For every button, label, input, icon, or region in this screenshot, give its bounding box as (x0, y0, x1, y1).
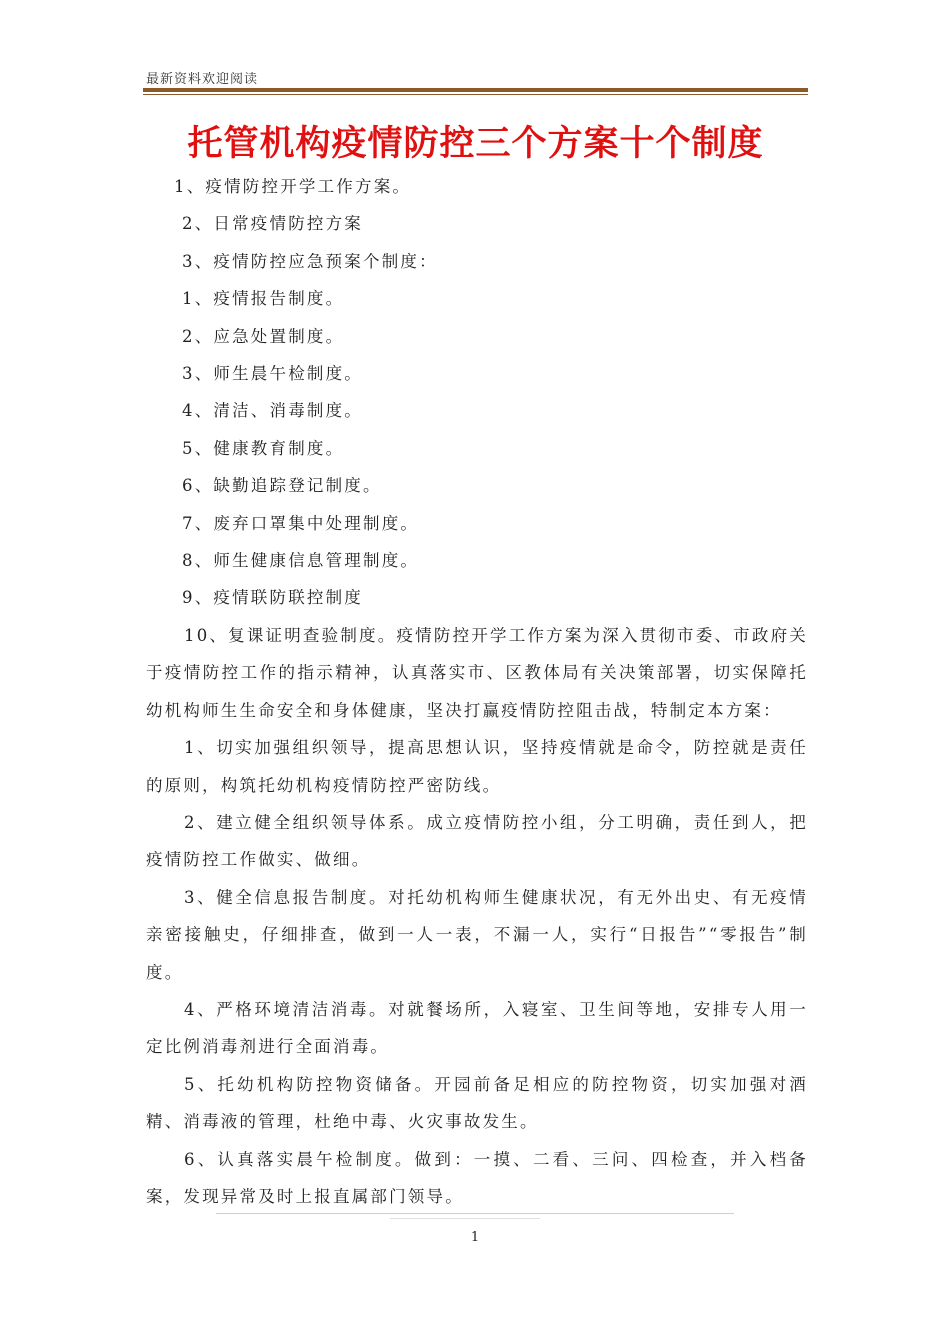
list-item: 1、疫情防控开学工作方案。 (174, 177, 412, 196)
header-rule-thin (143, 94, 808, 95)
body-paragraph: 5、托幼机构防控物资储备。开园前备足相应的防控物资，切实加强对酒精、消毒液的管理，杜绝中毒、火灾事故发生。 (146, 1074, 808, 1132)
list-item: 3、疫情防控应急预案个制度： (182, 251, 438, 271)
list-item: 1、疫情报告制度。 (182, 289, 345, 309)
footer-rule (216, 1213, 734, 1214)
list-item: 2、日常疫情防控方案 (182, 214, 363, 234)
body-paragraph: 6、认真落实晨午检制度。做到：一摸、二看、三问、四检查，并入档备案，发现异常及时上报直属部门领导。 (146, 1149, 808, 1206)
list-item: 4、清洁、消毒制度。 (182, 401, 363, 421)
list-item: 3、师生晨午检制度。 (182, 364, 363, 384)
document-body (146, 168, 808, 1215)
header-rule (143, 88, 808, 92)
body-paragraph: 1、切实加强组织领导，提高思想认识，坚持疫情就是命令，防控就是责任的原则，构筑托幼机构疫情防控严密防线。 (146, 738, 808, 795)
list-item: 6、缺勤追踪登记制度。 (182, 476, 382, 496)
footer-rule-inner (390, 1218, 540, 1219)
list-item: 5、健康教育制度。 (182, 438, 345, 458)
list-item: 9、疫情联防联控制度 (182, 588, 363, 608)
header-text: 最新资料欢迎阅读 (146, 72, 259, 87)
body-paragraph: 3、健全信息报告制度。对托幼机构师生健康状况，有无外出史、有无疫情亲密接触史，仔细排查，做到一人一表，不漏一人，实行“日报告”“零报告”制度。 (146, 887, 808, 982)
list-item: 2、应急处置制度。 (182, 326, 345, 346)
body-paragraph: 2、建立健全组织领导体系。成立疫情防控小组，分工明确，责任到人，把疫情防控工作做实、做细。 (146, 812, 808, 870)
document-title: 托管机构疫情防控三个方案十个制度 (187, 124, 764, 164)
body-paragraph: 4、严格环境清洁消毒。对就餐场所，入寝室、卫生间等地，安排专人用一定比例消毒剂进行全面消毒。 (146, 999, 808, 1057)
list-item: 8、师生健康信息管理制度。 (182, 551, 420, 571)
outline-list (146, 168, 808, 617)
page-number: 1 (470, 1230, 480, 1245)
body-paragraph: 10、复课证明查验制度。疫情防控开学工作方案为深入贯彻市委、市政府关于疫情防控工作的指示精神，认真落实市、区教体局有关决策部署，切实保障托幼机构师生生命安全和身体健康，坚决打赢疫情防控阻击战，特制定本方案： (146, 625, 808, 720)
list-item: 7、废弃口罩集中处理制度。 (182, 513, 420, 533)
